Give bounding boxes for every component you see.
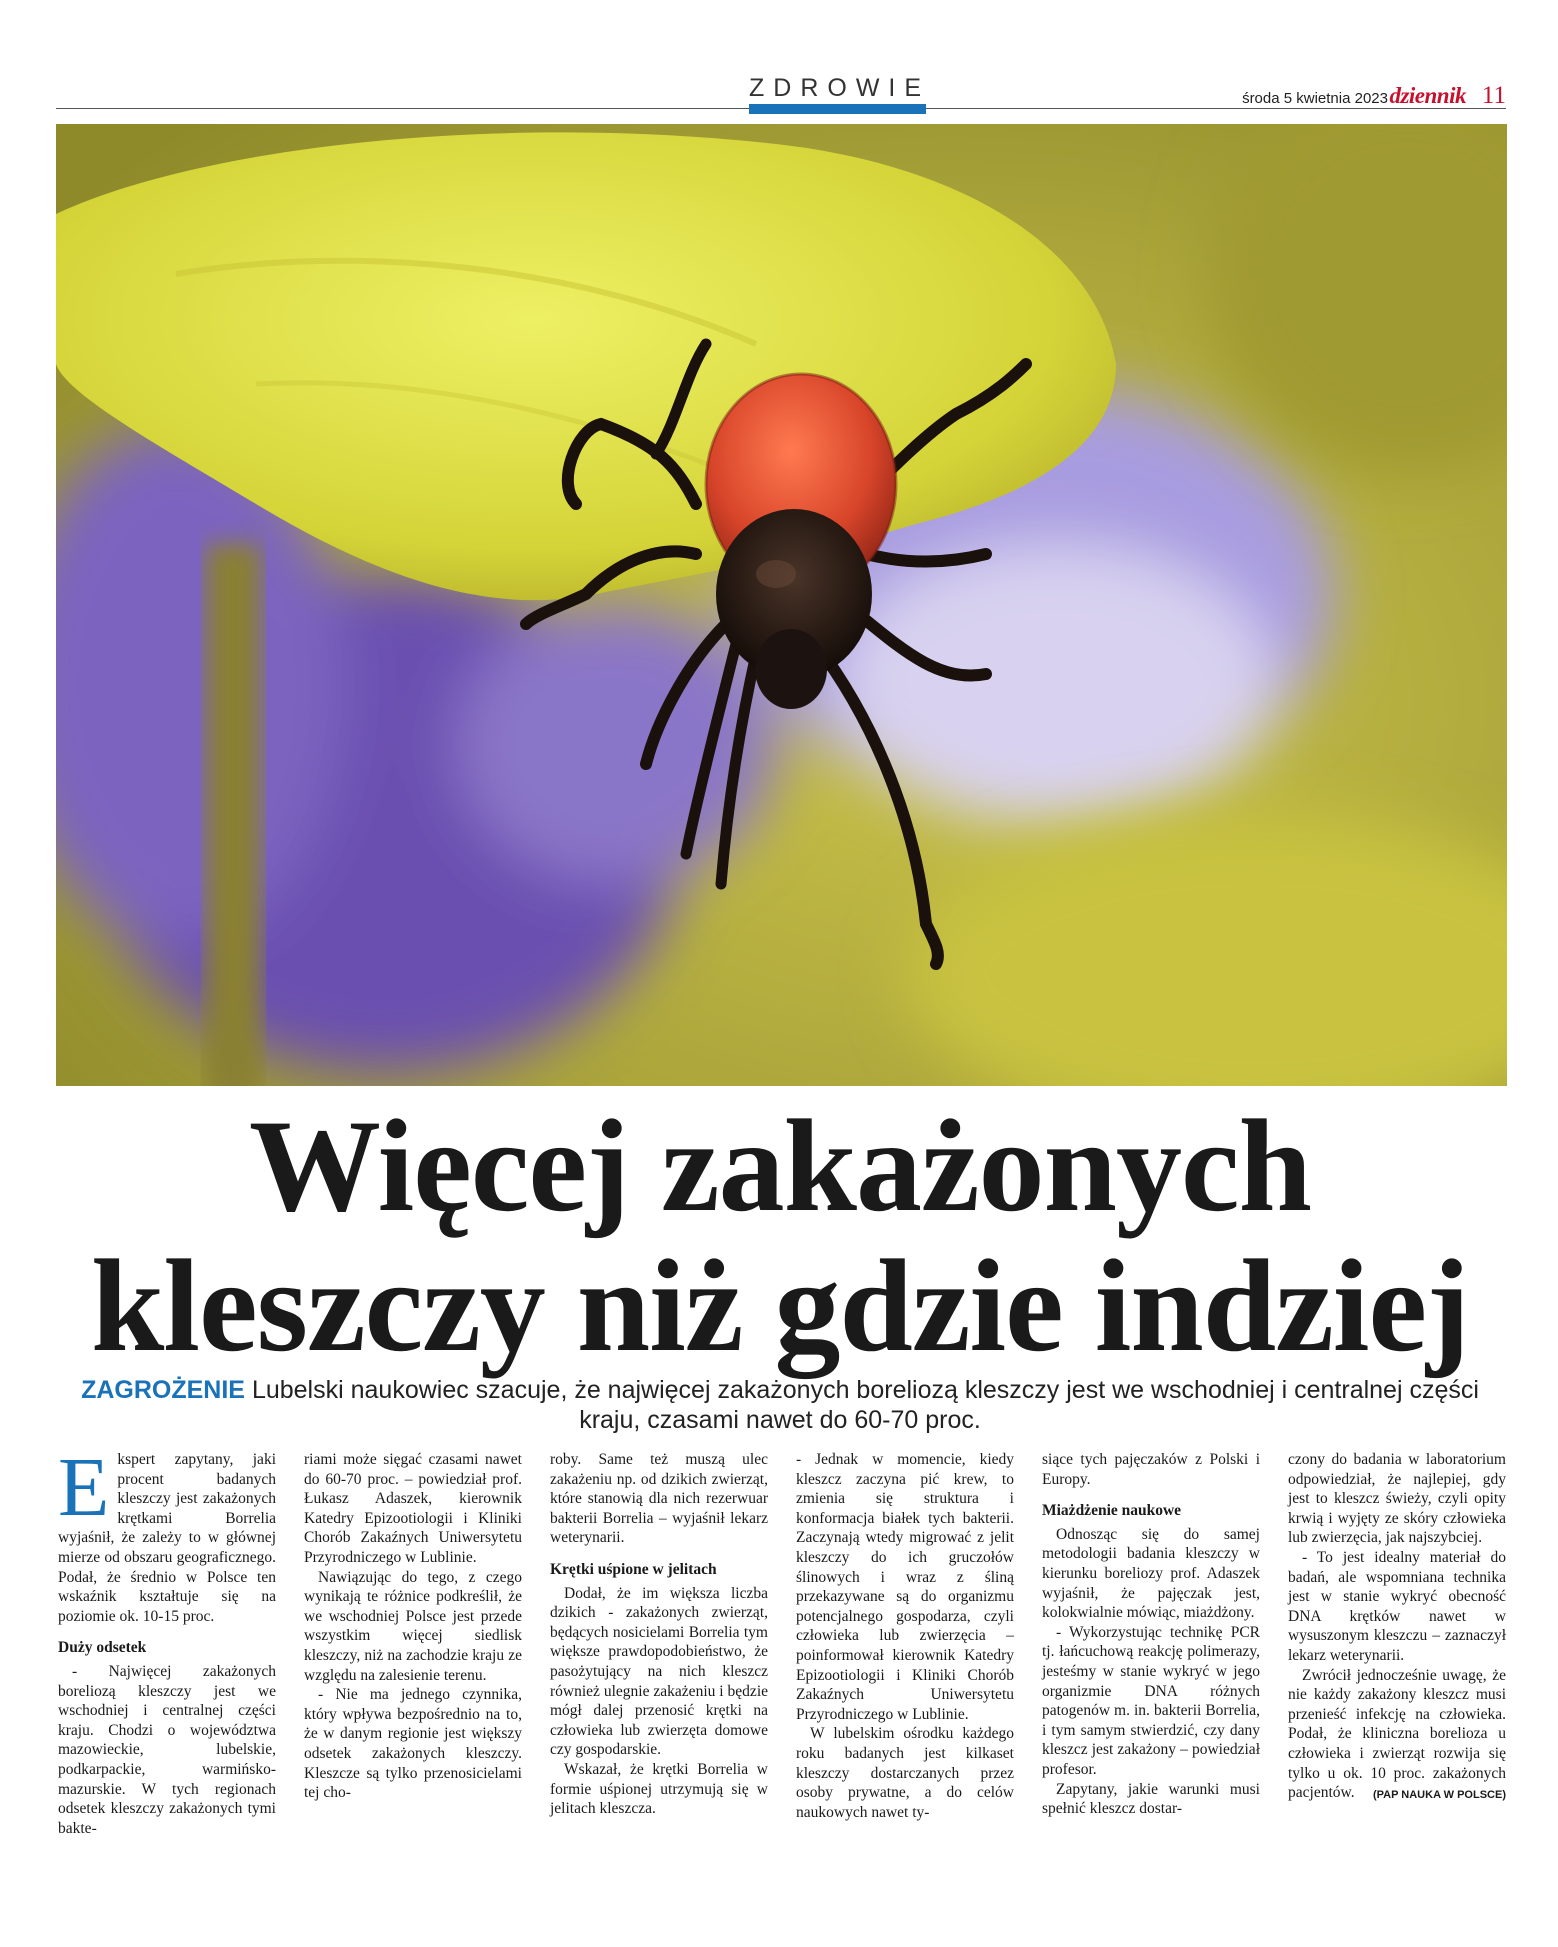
subheading: Krętki uśpione w jelitach <box>550 1560 717 1578</box>
page-number: 11 <box>1481 82 1506 109</box>
headline-line-1: Więcej zakażonych <box>248 1092 1311 1239</box>
section-label: ZDROWIE <box>749 74 931 102</box>
paragraph: Zapytany, jakie warunki musi spełnić kleszcz dostar- <box>1042 1780 1260 1818</box>
article-photo <box>56 124 1507 1086</box>
article-column-5 <box>1042 1450 1260 1819</box>
paragraph: W lubelskim ośrodku każdego roku badanych jest kilkaset kleszczy dostarczanych przez osoby prywatne, a do celów naukowych nawet ty- <box>796 1725 1014 1821</box>
paragraph: - Jednak w momencie, kiedy kleszcz zaczyna pić krew, to zmienia się struktura i konformacja białek tych bakterii. Zaczynają wtedy migrować z jelit kleszczy do ich gruczołów ślinowych i wraz z śliną przekazywane są do organizmu potencjalnego gospodarza, czyli człowieka lub zwierzęcia – poinformował kierownik Katedry Epizootiologii i Kliniki Chorób Zakaźnych Uniwersytetu Przyrodniczego w Lublinie. <box>796 1451 1014 1723</box>
paragraph: Odnosząc się do samej metodologii badania kleszczy w kierunku boreliozy prof. Adaszek wyjaśnił, że pajęczak jest, kolokwialnie mówiąc, miażdżony. <box>1042 1525 1260 1622</box>
section-accent-bar <box>749 104 926 114</box>
article-column-2 <box>304 1450 522 1803</box>
subheading: Duży odsetek <box>58 1639 147 1657</box>
paragraph: siące tych pajęczaków z Polski i Europy. <box>1042 1451 1260 1488</box>
paragraph: riami może sięgać czasami nawet do 60-70 proc. – powiedział prof. Łukasz Adaszek, kierownik Katedry Epizootiologii i Kliniki Chorób Zakaźnych Uniwersytetu Przyrodniczego w Lublinie. <box>304 1451 522 1566</box>
article-body <box>58 1441 1510 1920</box>
article-headline <box>40 1092 1520 1379</box>
headline-line-2: kleszczy niż gdzie indziej <box>90 1232 1470 1379</box>
paragraph: Dodał, że im większa liczba dzikich - zakażonych zwierząt, będących nosicielami Borrelia tym większe prawdopodobieństwo, że pasożytujący na nich kleszcz również ulegnie zakażeniu i będzie mógł dalej przenosić krętki na człowieka lub zwierzęta domowe czy gospodarskie. <box>550 1584 768 1759</box>
article-column-4 <box>796 1450 1014 1822</box>
paragraph: roby. Same też muszą ulec zakażeniu np. od dzikich zwierząt, które stanowią dla nich rezerwuar bakterii Borrelia – wyjaśnił lekarz weterynarii. <box>550 1451 768 1547</box>
paragraph: - To jest idealny materiał do badań, ale wspomniana technika jest w stanie wykryć obecność DNA krętków nawet w wysuszonym kleszczu – zaznaczył lekarz weterynarii. <box>1288 1548 1506 1664</box>
paragraph: - Nie ma jednego czynnika, który wpływa bezpośrednio na to, że w danym regionie jest większy odsetek zakażonych kleszczy. Kleszcze są tylko przenosicielami tej cho- <box>304 1686 522 1802</box>
paragraph: Nawiązując do tego, z czego wynikają te różnice podkreślił, że we wschodniej Polsce jest przede wszystkim więcej siedlisk kleszczy, niż na zachodzie kraju ze względu na zalesienie terenu. <box>304 1568 522 1684</box>
brand-logo: dziennik <box>1389 83 1466 108</box>
paragraph: - Najwięcej zakażonych boreliozą kleszczy jest we wschodniej i centralnej części kraju. Chodzi o województwa mazowieckie, lubelskie, podkarpackie, warmińsko-mazurskie. W tych regionach odsetek kleszczy zakażonych tymi bakte- <box>58 1662 276 1837</box>
byline: (PAP NAUKA W POLSCE) <box>1372 1789 1506 1802</box>
lead-text: Lubelski naukowiec szacuje, że najwięcej zakażonych boreliozą kleszczy jest we wschodniej i centralnej części kraju, czasami nawet do 60-70 proc. <box>251 1376 1479 1434</box>
subheading: Miażdżenie naukowe <box>1042 1502 1182 1520</box>
paragraph: czony do badania w laboratorium odpowiedział, że najlepiej, gdy jest to kleszcz świeży, czyli opity krwią i wyjęty ze skóry człowieka lub zwierzęcia, jak najszybciej. <box>1288 1451 1506 1547</box>
paragraph: Ekspert zapytany, jaki procent badanych kleszczy jest zakażonych krętkami Borrelia wyjaśnił, że zależy to w głównej mierze od obszaru geograficznego. Podał, że średnio w Polsce ten wskaźnik kształtuje się na poziomie ok. 10-15 proc. <box>58 1441 276 1625</box>
lead-kicker: ZAGROŻENIE <box>81 1376 245 1404</box>
paragraph: - Wykorzystując technikę PCR tj. łańcuchową reakcję polimerazy, jesteśmy w stanie wykryć w jego organizmie DNA różnych patogenów m. in. bakterii Borrelia, i tym samym stwierdzić, czy dany kleszcz jest zakażony – powiedział profesor. <box>1042 1623 1260 1778</box>
article-lead <box>70 1375 1490 1435</box>
issue-date: środa 5 kwietnia 2023 <box>1242 90 1388 107</box>
article-column-1 <box>58 1441 276 1838</box>
page-header <box>56 70 1506 122</box>
dropcap: E <box>58 1441 110 1534</box>
article-column-6 <box>1288 1450 1506 1806</box>
paragraph: Wskazał, że krętki Borrelia w formie uśpionej utrzymują się w jelitach kleszcza. <box>550 1760 768 1818</box>
paragraph: Zwrócił jednocześnie uwagę, że nie każdy zakażony kleszcz musi przenieść infekcję na człowieka. Podał, że kliniczna borelioza u człowieka i zwierząt rozwija się tylko u ok. 10 proc. zakażonych pacjentów. (PAP NAUKA W POLSCE) <box>1288 1666 1506 1803</box>
article-column-3 <box>550 1450 768 1819</box>
